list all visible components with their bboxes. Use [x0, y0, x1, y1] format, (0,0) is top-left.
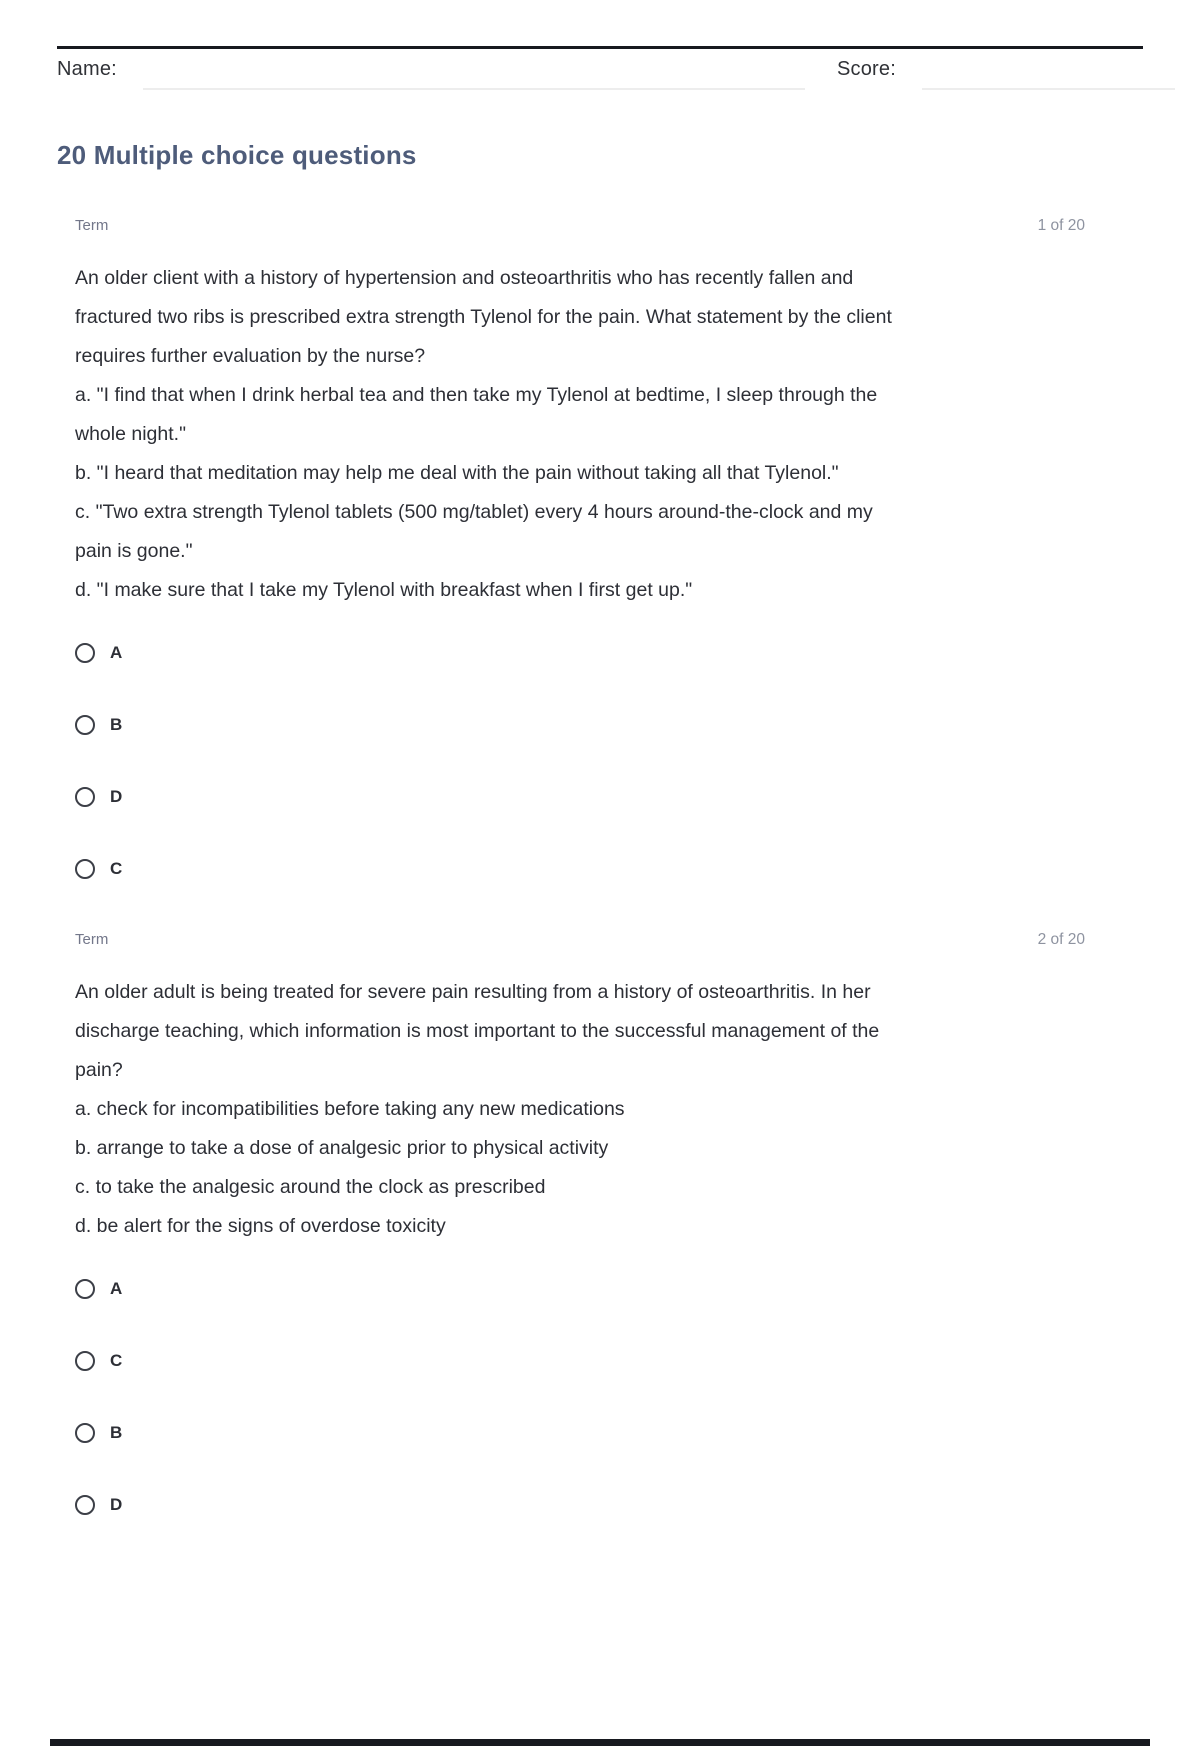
- answer-option-row[interactable]: [75, 787, 1085, 807]
- question-text-line: An older adult is being treated for severe pain resulting from a history of osteoarthritis. In her: [75, 981, 871, 1003]
- question-text-line: b. arrange to take a dose of analgesic prior to physical activity: [75, 1137, 609, 1159]
- answer-option-row[interactable]: [75, 643, 1085, 663]
- question-1-options: [75, 643, 1085, 879]
- question-counter: 1 of 20: [1037, 217, 1085, 234]
- question-text-line: discharge teaching, which information is most important to the successful management of the: [75, 1020, 880, 1042]
- answer-option-row[interactable]: [75, 1351, 1085, 1371]
- option-letter: C: [110, 859, 123, 878]
- radio-button[interactable]: [75, 643, 95, 663]
- radio-button[interactable]: [75, 715, 95, 735]
- question-text-line: a. "I find that when I drink herbal tea and then take my Tylenol at bedtime, I sleep through the: [75, 384, 878, 406]
- question-2-options: [75, 1279, 1085, 1515]
- term-label: Term: [75, 931, 109, 948]
- question-1-header: [75, 217, 1085, 235]
- answer-option-row[interactable]: [75, 715, 1085, 735]
- question-text-line: pain?: [75, 1059, 123, 1081]
- option-letter: D: [110, 787, 123, 806]
- term-label: Term: [75, 217, 109, 234]
- question-text-line: b. "I heard that meditation may help me deal with the pain without taking all that Tylenol.": [75, 462, 839, 484]
- question-counter: 2 of 20: [1037, 931, 1085, 948]
- question-text-line: d. be alert for the signs of overdose toxicity: [75, 1215, 446, 1237]
- answer-option-row[interactable]: [75, 1495, 1085, 1515]
- page-title: 20 Multiple choice questions: [57, 140, 417, 170]
- score-label: Score:: [836, 58, 896, 80]
- question-text-line: d. "I make sure that I take my Tylenol with breakfast when I first get up.": [75, 579, 693, 601]
- radio-button[interactable]: [75, 1279, 95, 1299]
- question-text-line: a. check for incompatibilities before taking any new medications: [75, 1098, 625, 1120]
- question-1: [75, 217, 1085, 879]
- question-text-line: c. to take the analgesic around the clock as prescribed: [75, 1176, 546, 1198]
- question-2: [75, 931, 1085, 1515]
- option-letter: B: [110, 1423, 123, 1442]
- next-page-rule: [50, 1739, 1150, 1746]
- question-text-line: fractured two ribs is prescribed extra strength Tylenol for the pain. What statement by the client: [75, 306, 892, 328]
- question-text-line: whole night.": [75, 423, 186, 445]
- radio-button[interactable]: [75, 787, 95, 807]
- option-letter: C: [110, 1351, 123, 1370]
- radio-button[interactable]: [75, 1351, 95, 1371]
- question-text-line: c. "Two extra strength Tylenol tablets (500 mg/tablet) every 4 hours around-the-clock and my: [75, 501, 873, 523]
- question-text-line: requires further evaluation by the nurse?: [75, 345, 426, 367]
- answer-option-row[interactable]: [75, 1279, 1085, 1299]
- quiz-page: [0, 46, 1200, 1515]
- question-2-body: [75, 973, 1085, 1246]
- radio-button[interactable]: [75, 1495, 95, 1515]
- question-text-line: pain is gone.": [75, 540, 193, 562]
- question-2-header: [75, 931, 1085, 949]
- radio-button[interactable]: [75, 1423, 95, 1443]
- option-letter: A: [110, 643, 123, 662]
- radio-button[interactable]: [75, 859, 95, 879]
- option-letter: D: [110, 1495, 123, 1514]
- option-letter: B: [110, 715, 123, 734]
- question-1-body: [75, 259, 1085, 610]
- name-label: Name:: [57, 58, 117, 80]
- answer-option-row[interactable]: [75, 859, 1085, 879]
- page-top-rule: [57, 46, 1143, 49]
- name-score-row: [57, 58, 1175, 94]
- question-text-line: An older client with a history of hypertension and osteoarthritis who has recently fallen and: [75, 267, 854, 289]
- option-letter: A: [110, 1279, 123, 1298]
- score-blank-line: [922, 88, 1175, 90]
- answer-option-row[interactable]: [75, 1423, 1085, 1443]
- name-blank-line: [143, 88, 805, 90]
